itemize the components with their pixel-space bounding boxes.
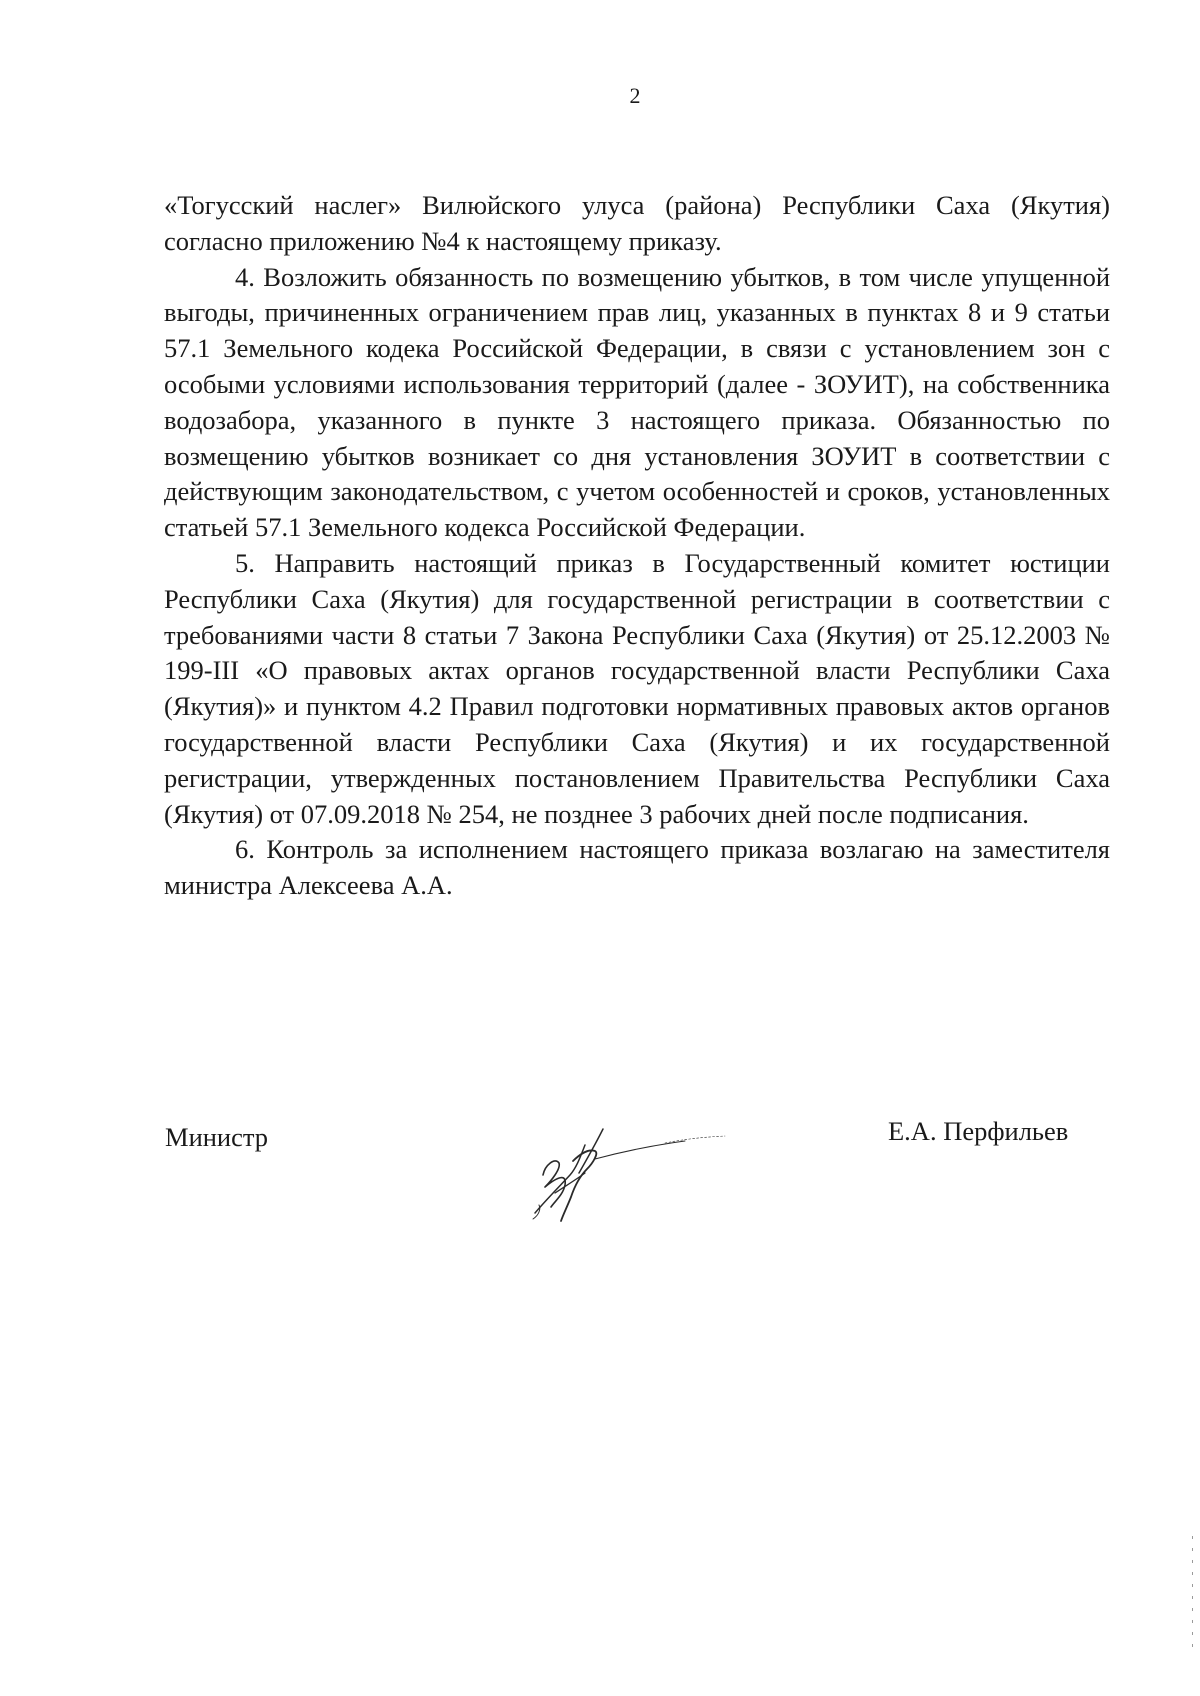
paragraph-continuation: «Тогусский наслег» Вилюйского улуса (района) Республики Саха (Якутия) согласно приложению №4 к настоящему приказу. — [164, 190, 1110, 256]
paragraph-item-5: 5. Направить настоящий приказ в Государственный комитет юстиции Республики Саха (Якутия) для государственной регистрации в соответствии с требованиями части 8 статьи 7 Закона Республики Саха (Якутия) от 25.12.2003 № 199-III «О правовых актах органов государственной власти Республики Саха (Якутия)» и пунктом 4.2 Правил подготовки нормативных правовых актов органов государственной власти Республики Саха (Якутия) и их государственной регистрации, утвержденных постановлением Правительства Республики Саха (Якутия) от 07.09.2018 № 254, не позднее 3 рабочих дней после подписания. — [164, 547, 1110, 829]
handwritten-signature — [515, 1115, 735, 1225]
page-number: 2 — [629, 83, 641, 108]
document-body — [164, 188, 1110, 904]
paragraph-item-6: 6. Контроль за исполнением настоящего приказа возлагаю на заместителя министра Алексеева А.А. — [164, 834, 1110, 901]
scan-edge-mark — [1191, 1536, 1194, 1656]
signatory-name: Е.А. Перфильев — [888, 1116, 1069, 1146]
signatory-title: Министр — [165, 1122, 269, 1152]
paragraph-item-4: 4. Возложить обязанность по возмещению убытков, в том числе упущенной выгоды, причиненных ограничением прав лиц, указанных в пунктах 8 и 9 статьи 57.1 Земельного кодека Российской Федерации, в связи с установлением зон с особыми условиями использования территорий (далее - ЗОУИТ), на собственника водозабора, указанного в пункте 3 настоящего приказа. Обязанностью по возмещению убытков возникает со дня установления ЗОУИТ в соответствии с действующим законодательством, с учетом особенностей и сроков, установленных статьей 57.1 Земельного кодекса Российской Федерации. — [164, 261, 1110, 543]
